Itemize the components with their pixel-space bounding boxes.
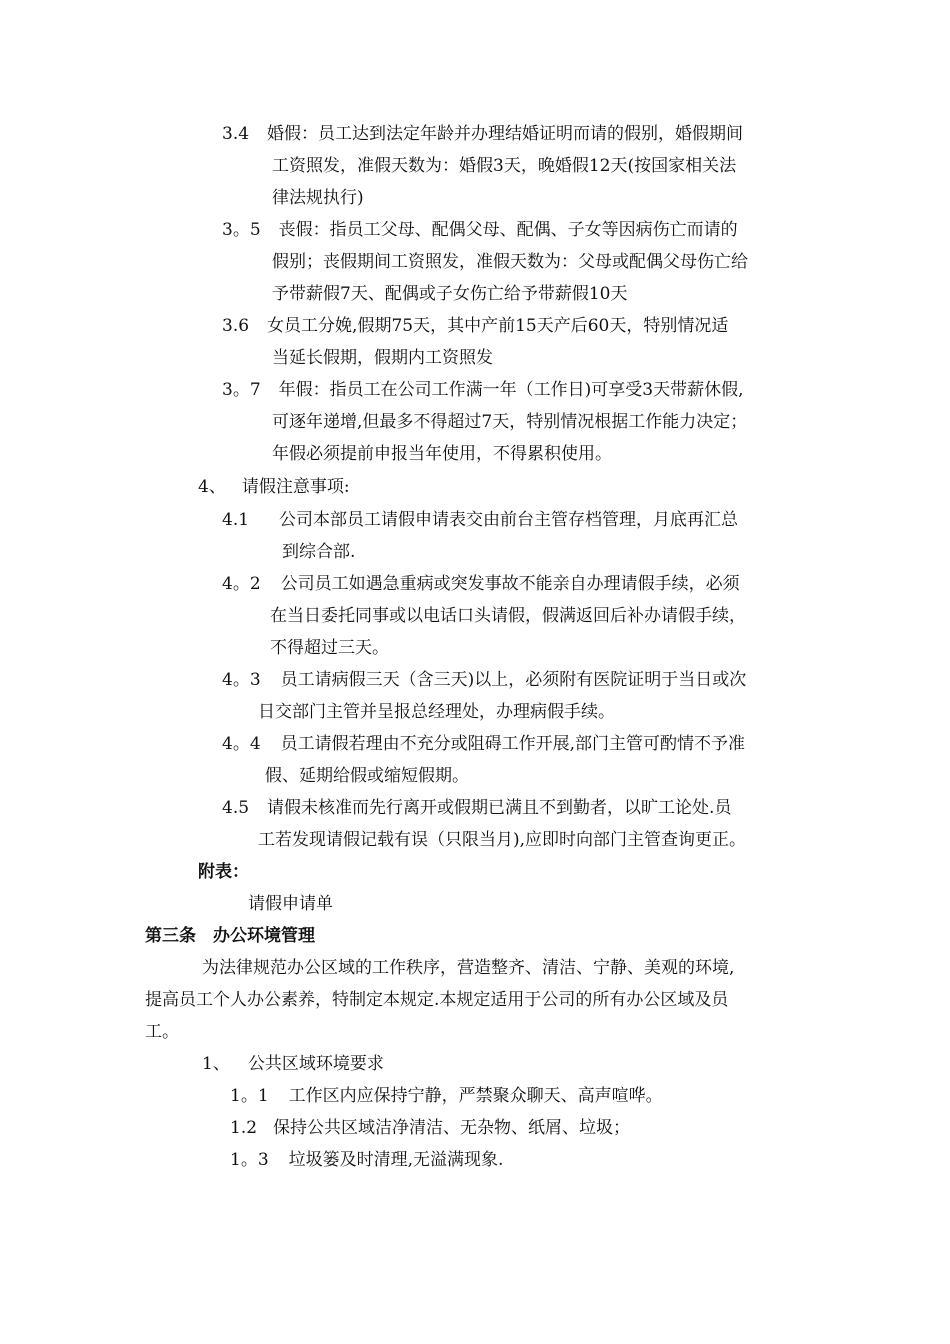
text-line: 日交部门主管并呈报总经理处，办理病假手续。 [258,702,615,722]
text-line: 假别；丧假期间工资照发，准假天数为：父母或配偶父母伤亡给 [272,252,748,272]
item-text: 工作区内应保持宁静，严禁聚众聊天、高声喧哗。 [288,1086,663,1106]
item-text: 公共区域环境要求 [247,1054,384,1074]
text-line: 假、延期给假或缩短假期。 [265,766,469,786]
text-line: 年假必须提前申报当年使用，不得累积使用。 [272,444,612,464]
text-line: 律法规执行) [272,188,364,208]
item-text: 女员工分娩,假期75天，其中产前15天产后60天，特别情况适 [267,316,729,336]
item-number: 3.6 [222,316,250,336]
item-3-5 [222,219,738,241]
item-text: 垃圾篓及时清理,无溢满现象. [288,1150,504,1170]
section-1-heading [202,1053,384,1075]
item-number: 4、 [198,477,226,497]
text-line: 不得超过三天。 [270,638,389,658]
item-number: 3.4 [222,124,250,144]
text-line: 到综合部. [282,542,356,562]
item-text: 员工请病假三天（含三天)以上，必须附有医院证明于当日或次 [280,670,747,690]
item-number: 1。1 [230,1086,269,1106]
item-number: 1、 [202,1054,230,1074]
item-number: 1。3 [230,1150,269,1170]
item-number: 4。3 [222,670,261,690]
item-number: 3。7 [222,380,261,400]
text-line: 当延长假期，假期内工资照发 [272,348,493,368]
item-4-4 [222,733,745,755]
text-line: 在当日委托同事或以电话口头请假，假满返回后补办请假手续， [270,606,746,626]
item-4-3 [222,669,746,691]
item-text: 员工请假若理由不充分或阻碍工作开展,部门主管可酌情不予准 [280,734,746,754]
item-1-2 [230,1117,630,1139]
item-4-1 [222,509,738,531]
item-text: 婚假：员工达到法定年龄并办理结婚证明而请的假别，婚假期间 [267,124,744,144]
item-1-1 [230,1085,663,1107]
item-number: 4。2 [222,574,261,594]
item-3-7 [222,379,744,401]
appendix-heading: 附表： [198,862,249,882]
item-text: 年假：指员工在公司工作满一年（工作日)可享受3天带薪休假, [278,380,744,400]
item-4-2 [222,573,740,595]
text-line: 工资照发，准假天数为：婚假3天，晚婚假12天(按国家相关法 [272,156,737,176]
appendix-item: 请假申请单 [248,894,333,914]
paragraph-line: 工。 [145,1022,179,1042]
item-number: 4.1 [222,510,250,530]
item-3-6 [222,315,728,337]
item-number: 4。4 [222,734,261,754]
item-text: 公司本部员工请假申请表交由前台主管存档管理，月底再汇总 [279,510,739,530]
item-text: 公司员工如遇急重病或突发事故不能亲自办理请假手续，必须 [280,574,740,594]
text-line: 可逐年递增,但最多不得超过7天，特别情况根据工作能力决定； [272,412,748,432]
item-text: 丧假：指员工父母、配偶父母、配偶、子女等因病伤亡而请的 [278,220,738,240]
item-number: 3。5 [222,220,261,240]
item-text: 保持公共区域洁净清洁、无杂物、纸屑、垃圾； [273,1118,631,1138]
paragraph-line: 为法律规范办公区域的工作秩序，营造整齐、清洁、宁静、美观的环境, [202,958,735,978]
item-number: 1.2 [230,1118,258,1138]
section-4-heading [198,476,350,498]
text-line: 工若发现请假记载有误（只限当月),应即时向部门主管查询更正。 [258,830,747,850]
item-1-3 [230,1149,503,1171]
text-line: 予带薪假7天、配偶或子女伤亡给予带薪假10天 [272,284,628,304]
paragraph-line: 提高员工个人办公素养，特制定本规定.本规定适用于公司的所有办公区域及员 [145,990,729,1010]
item-3-4 [222,123,743,145]
item-number: 4.5 [222,798,250,818]
item-text: 请假注意事项: [241,477,350,497]
item-4-5 [222,797,731,819]
article-heading: 第三条 办公环境管理 [145,926,315,946]
item-text: 请假未核准而先行离开或假期已满且不到勤者，以旷工论处.员 [267,798,732,818]
